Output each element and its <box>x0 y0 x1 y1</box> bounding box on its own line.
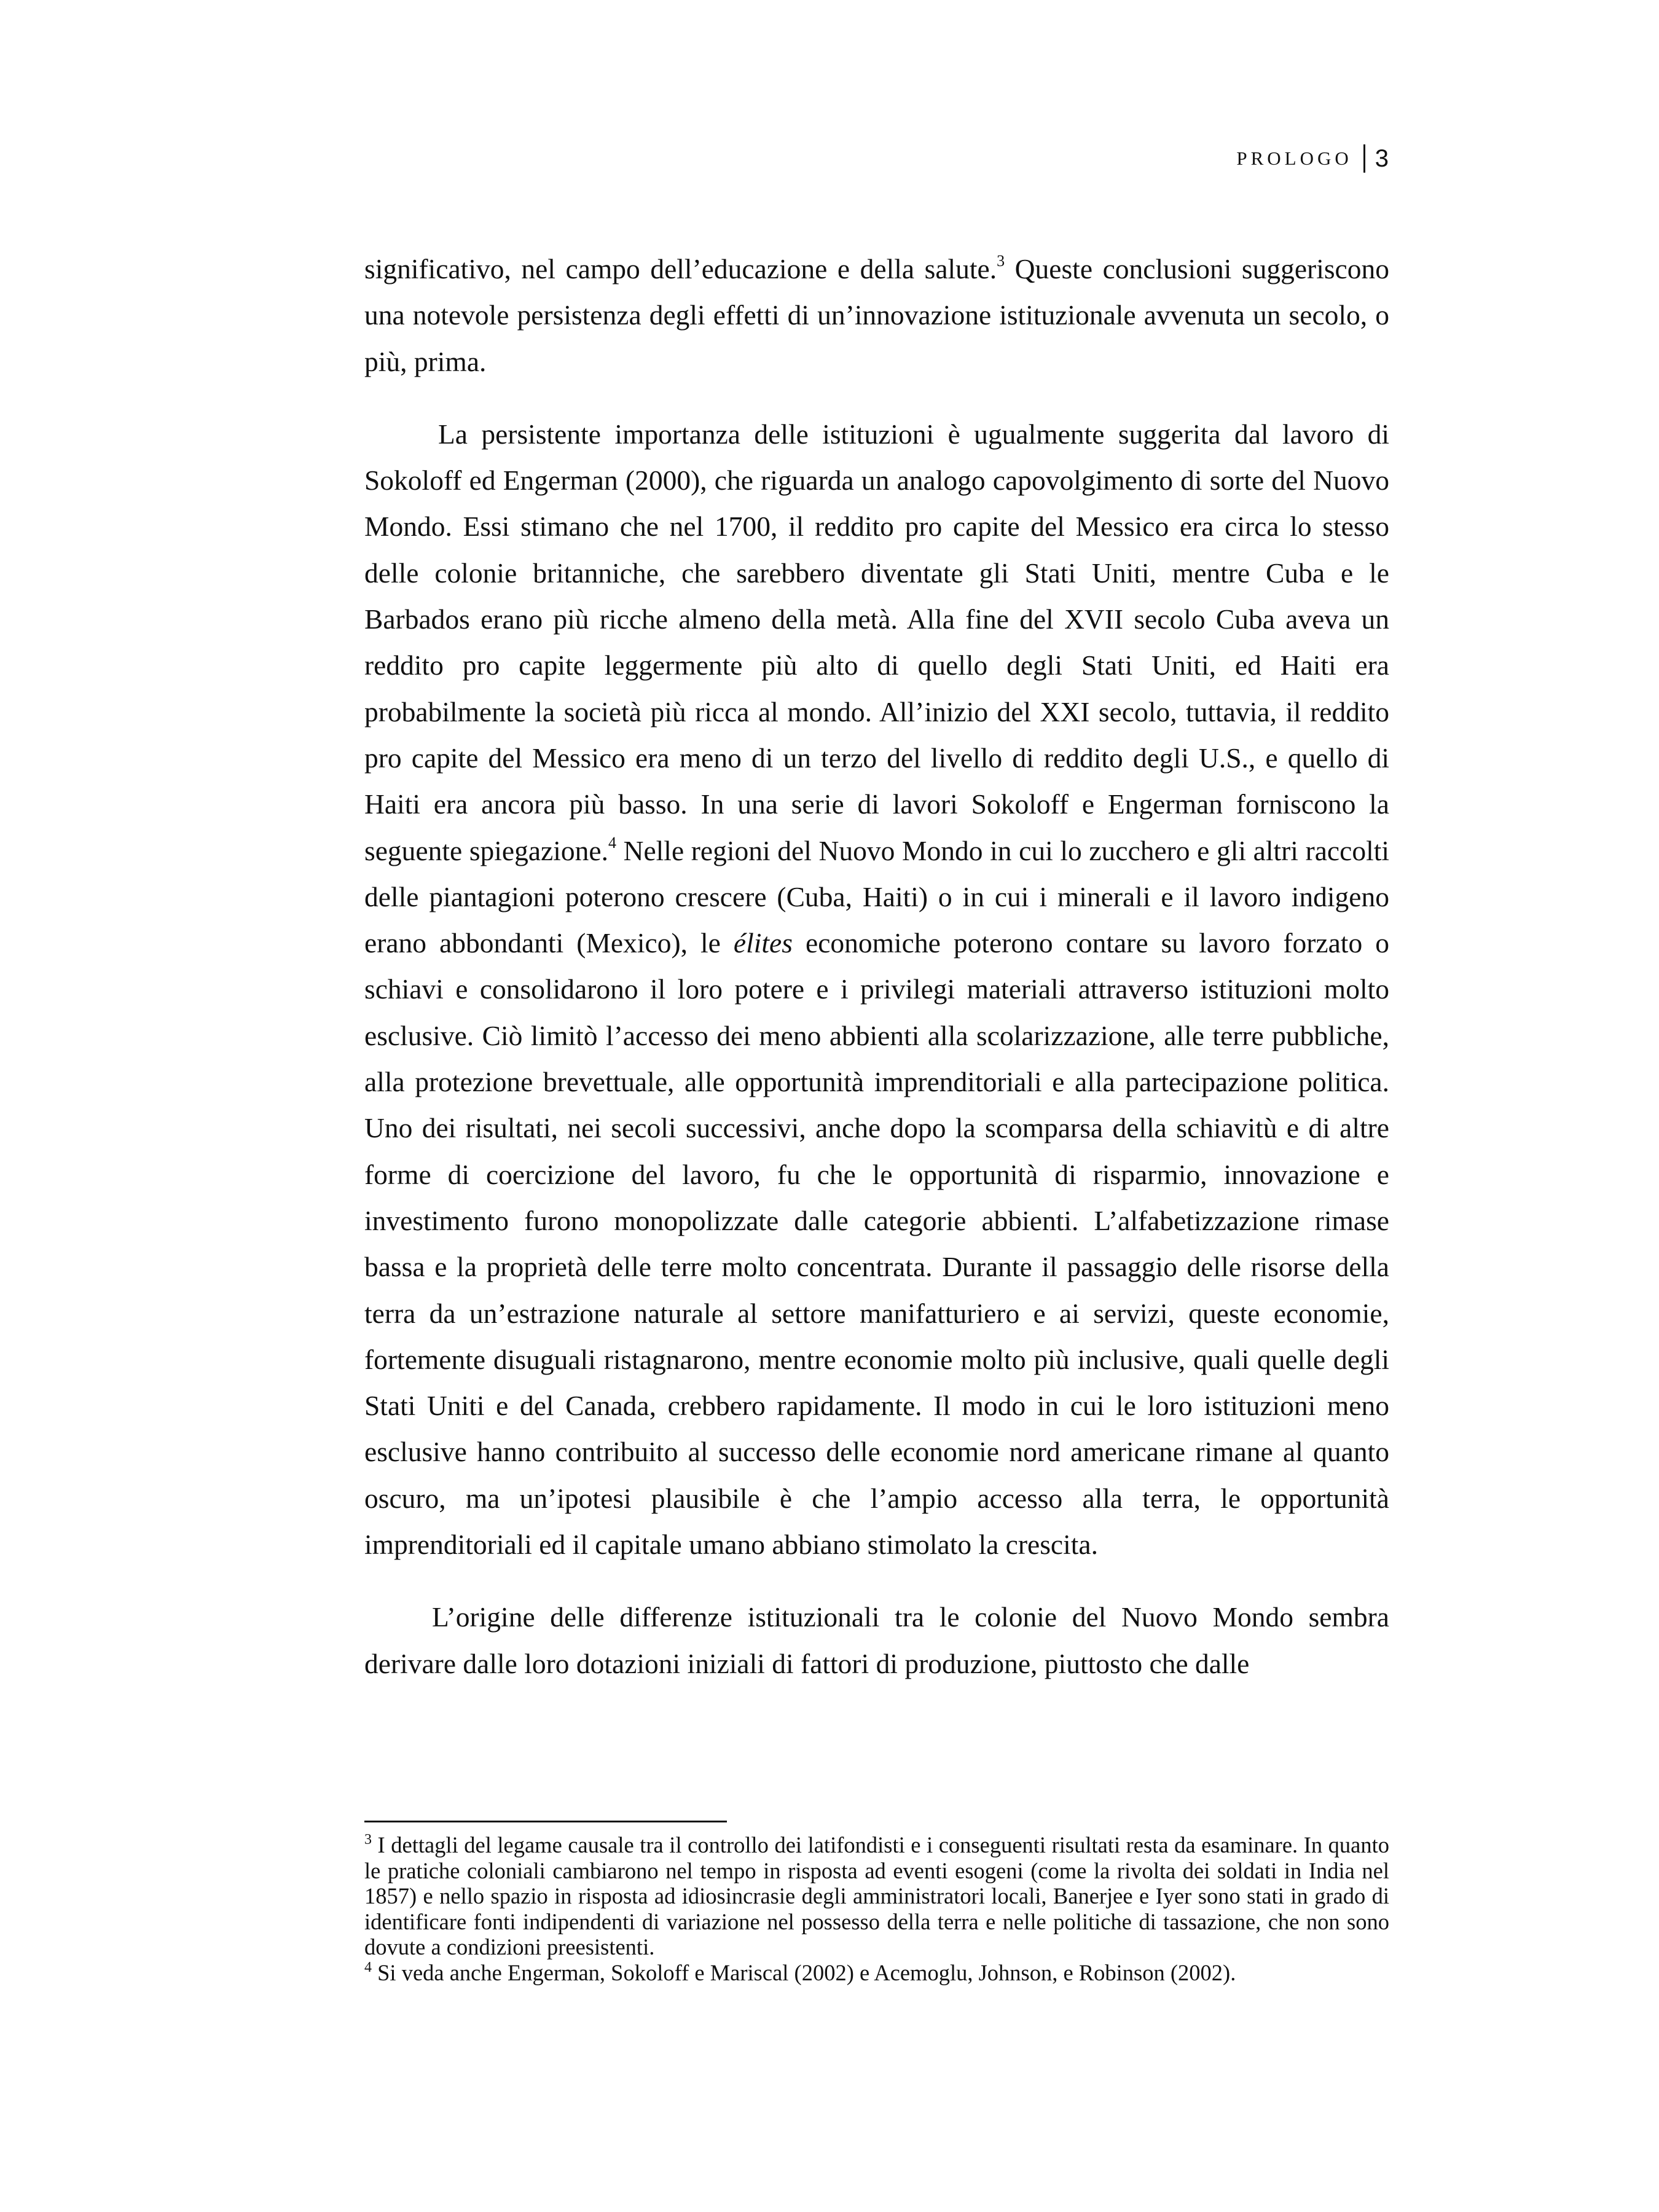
footnote-4 <box>364 1960 1389 1986</box>
footnote-4-text: Si veda anche Engerman, Sokoloff e Mariscal (2002) e Acemoglu, Johnson, e Robinson (2002). <box>372 1959 1236 1985</box>
paragraph-3: L’origine delle differenze istituzionali tra le colonie del Nuovo Mondo sembra derivare dalle loro dotazioni iniziali di fattori di produzione, piuttosto che dalle <box>364 1601 1389 1679</box>
main-text <box>364 246 1389 1687</box>
footnote-divider <box>364 1821 727 1822</box>
footnote-3-text: I dettagli del legame causale tra il controllo dei latifondisti e i conseguenti risultati resta da esaminare. In quanto le pratiche coloniali cambiarono nel tempo in risposta ad eventi esogeni (come la rivolta dei soldati in India nel 1857) e nello spazio in risposta ad idiosincrasie degli amministratori locali, Banerjee e Iyer sono stati in grado di identificare fonti indipendenti di variazione nel possesso della terra e nelle politiche di tassazione, che non sono dovute a condizioni preesistenti. <box>364 1832 1389 1959</box>
footnote-ref-4: 4 <box>608 833 616 852</box>
paragraph-2-text-a: La persistente importanza delle istituzioni è ugualmente suggerita dal lavoro di Sokoloff ed Engerman (2000), che riguarda un analogo capovolgimento di sorte del Nuovo Mondo. Essi stimano che nel 1700, il reddito pro capite del Messico era circa lo stesso delle colonie britanniche, che sarebbero diventate gli Stati Uniti, mentre Cuba e le Barbados erano più ricche almeno della metà. Alla fine del XVII secolo Cuba aveva un reddito pro capite leggermente più alto di quello degli Stati Uniti, ed Haiti era probabilmente la società più ricca al mondo. All’inizio del XXI secolo, tuttavia, il reddito pro capite del Messico era meno di un terzo del livello di reddito degli U.S., e quello di Haiti era ancora più basso. In una serie di lavori Sokoloff e Engerman forniscono la seguente spiegazione. <box>364 418 1389 866</box>
running-header <box>1167 140 1389 177</box>
footnotes <box>364 1832 1389 1985</box>
section-title: PROLOGO <box>1236 147 1352 170</box>
paragraph-2-text-c: economiche poterono contare su lavoro forzato o schiavi e consolidarono il loro potere e i privilegi materiali attraverso istituzioni molto esclusive. Ciò limitò l’accesso dei meno abbienti alla scolarizzazione, alle terre pubbliche, alla protezione brevettuale, alle opportunità imprenditoriali e alla partecipazione politica. Uno dei risultati, nei secoli successivi, anche dopo la scomparsa della schiavitù e di altre forme di coercizione del lavoro, fu che le opportunità di risparmio, innovazione e investimento furono monopolizzate dalle categorie abbienti. L’alfabetizzazione rimase bassa e la proprietà delle terre molto concentrata. Durante il passaggio delle risorse della terra da un’estrazione naturale al settore manifatturiero e ai servizi, queste economie, fortemente disuguali ristagnarono, mentre economie molto più inclusive, quali quelle degli Stati Uniti e del Canada, crebbero rapidamente. Il modo in cui le loro istituzioni meno esclusive hanno contribuito al successo delle economie nord americane rimane al quanto oscuro, ma un’ipotesi plausibile è che l’ampio accesso alla terra, le opportunità imprenditoriali ed il capitale umano abbiano stimolato la crescita. <box>364 927 1390 1561</box>
footnote-ref-3: 3 <box>997 252 1005 270</box>
paragraph-2-text-b: Nelle regioni del Nuovo Mondo in cui lo zucchero e gli altri raccolti delle piantagioni poterono crescere (Cuba, Haiti) o in cui i minerali e il lavoro indigeno erano abbondanti (Mexico), le <box>364 834 1389 959</box>
paragraph-2-italic-term: élites <box>733 927 793 959</box>
footnote-3 <box>364 1832 1389 1960</box>
paragraph-1-text-b: Queste conclusioni suggeriscono una notevole persistenza degli effetti di un’innovazione istituzionale avvenuta un secolo, o più, prima. <box>364 253 1389 377</box>
header-divider <box>1363 144 1365 173</box>
footnote-3-mark: 3 <box>364 1832 372 1848</box>
footnote-4-mark: 4 <box>364 1959 372 1975</box>
paragraph-1 <box>364 246 1389 385</box>
page-number: 3 <box>1375 145 1389 173</box>
paragraph-1-text-a: significativo, nel campo dell’educazione e della salute. <box>364 253 997 284</box>
paragraph-2 <box>364 411 1389 1567</box>
